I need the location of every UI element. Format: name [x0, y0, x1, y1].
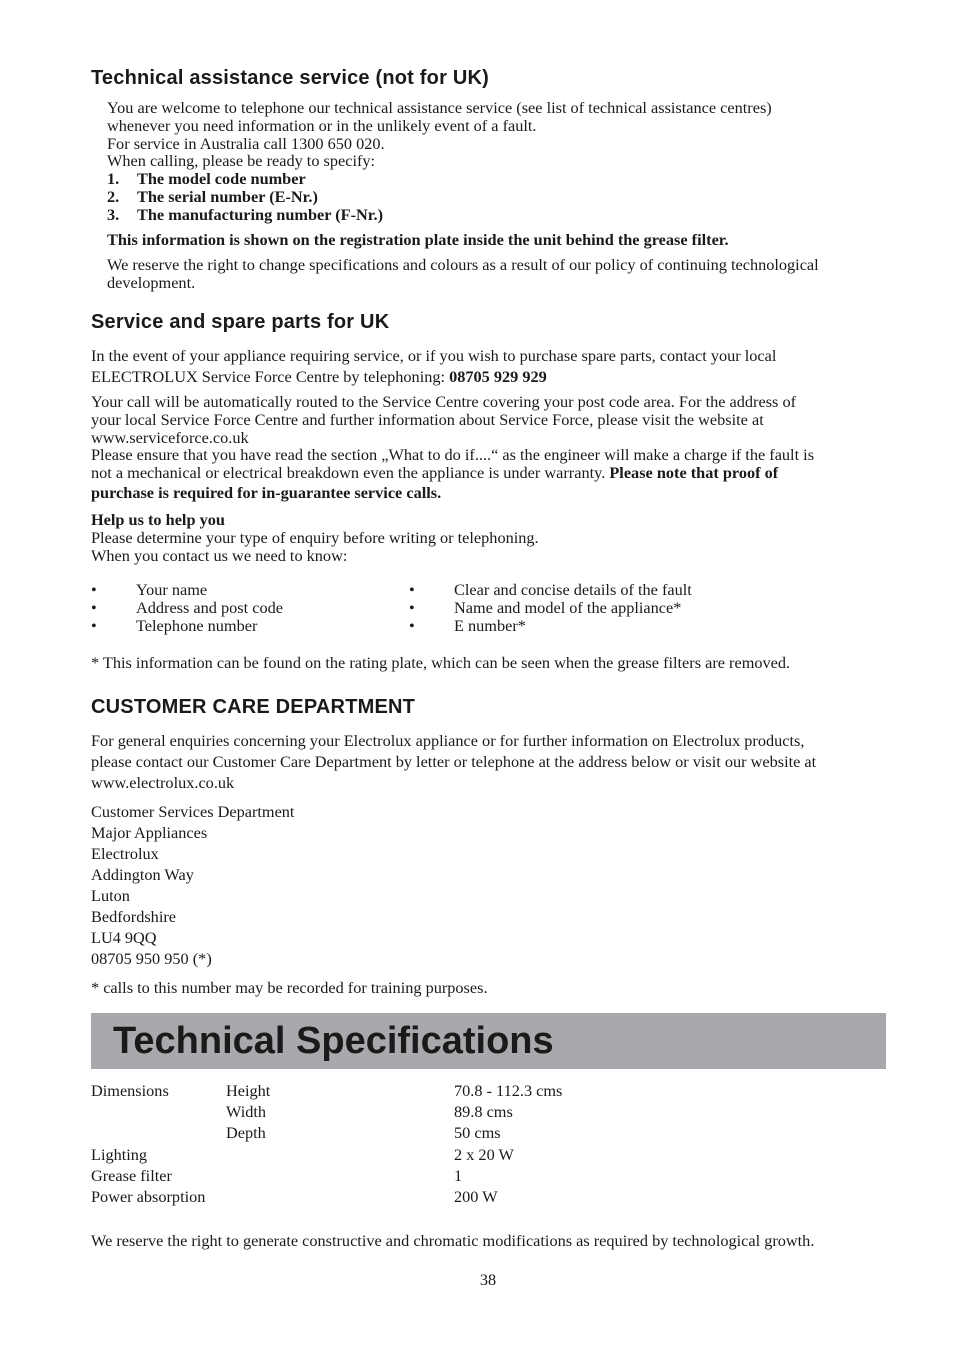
customer-care-heading: CUSTOMER CARE DEPARTMENT — [91, 696, 416, 718]
modifications-note: We reserve the right to generate constructive and chromatic modifications as required by technological growth. — [91, 1231, 815, 1250]
help-section: Help us to help you Please determine your type of enquiry before writing or telephoning. When you contact us we need to know: — [91, 510, 539, 565]
bullet-list-right — [409, 581, 692, 634]
list-item: 3. The manufacturing number (F-Nr.) — [107, 204, 384, 224]
spec-table — [91, 1082, 654, 1209]
specify-list — [107, 170, 897, 223]
list-item: • Telephone number — [91, 615, 258, 635]
address-line: Major Appliances — [91, 823, 208, 842]
electrolux-url: www.electrolux.co.uk — [91, 773, 235, 792]
table-row: Depth 50 cms — [226, 1123, 501, 1143]
rating-plate-footnote: * This information can be found on the rating plate, which can be seen when the grease filters are removed. — [91, 653, 791, 672]
tech-service-line: For service in Australia call 1300 650 020. — [107, 133, 385, 153]
address-line: Luton — [91, 886, 130, 905]
table-row: Power absorption 200 W — [91, 1186, 498, 1206]
tech-specs-title: Technical Specifications — [113, 1020, 554, 1062]
service-phone-number: 08705 929 929 — [449, 367, 547, 386]
list-item: • Name and model of the appliance* — [409, 597, 682, 617]
tech-service-heading: Technical assistance service (not for UK) — [91, 67, 489, 89]
customer-care-address — [91, 801, 294, 969]
tech-service-line: When calling, please be ready to specify: — [107, 151, 376, 171]
customer-care-intro: For general enquiries concerning your Electrolux appliance or for further information on Electrolux products, please contact our Customer Care Department by letter or telephone at the address below or visit our website at www.electrolux.co.uk — [91, 731, 817, 792]
tech-service-body — [107, 99, 897, 224]
table-row: Lighting 2 x 20 W — [91, 1144, 514, 1164]
table-row: Grease filter 1 — [91, 1165, 463, 1185]
address-line: LU4 9QQ — [91, 928, 157, 947]
help-title: Help us to help you — [91, 510, 225, 529]
customer-care-phone: 08705 950 950 (*) — [91, 949, 212, 968]
address-line: Customer Services Department — [91, 802, 295, 821]
list-item: 2. The serial number (E-Nr.) — [107, 186, 318, 206]
list-item: • E number* — [409, 615, 526, 635]
address-line: Addington Way — [91, 865, 194, 884]
list-item: 1. The model code number — [107, 169, 306, 189]
list-item: • Clear and concise details of the fault — [409, 580, 692, 599]
list-item: • Your name — [91, 580, 208, 599]
bullet-list-left — [91, 581, 283, 634]
call-recording-note: * calls to this number may be recorded for training purposes. — [91, 978, 488, 997]
reserve-note: We reserve the right to change specifications and colours as a result of our policy of continuing technological development. — [107, 255, 819, 292]
page-number: 38 — [479, 1270, 497, 1289]
address-line: Bedfordshire — [91, 907, 176, 926]
address-line: Electrolux — [91, 844, 159, 863]
plate-note: This information is shown on the registration plate inside the unit behind the grease filter. — [107, 230, 729, 249]
uk-service-details: Your call will be automatically routed to the Service Centre covering your post code area. For the address of your local Service Force Centre and further information about Service Force, please visit the website at www.serviceforce.co.uk Please ensure that you have read the section „What to do if....“ as the engineer will make a charge if the fault is not a mechanical or electrical breakdown even the appliance is under warranty. Please note that proof of purchase is required for in-guarantee service calls. — [91, 392, 815, 502]
uk-service-heading: Service and spare parts for UK — [91, 311, 390, 333]
table-row: Width 89.8 cms — [226, 1102, 513, 1122]
serviceforce-url: www.serviceforce.co.uk — [91, 427, 249, 447]
tech-service-line: You are welcome to telephone our technical assistance service (see list of technical assistance centres) — [107, 98, 772, 117]
tech-specs-banner — [91, 1013, 886, 1069]
table-row: Dimensions Height 70.8 - 112.3 cms — [91, 1081, 563, 1100]
uk-service-intro: In the event of your appliance requiring service, or if you wish to purchase spare parts, contact your local ELECTROLUX Service Force Centre by telephoning: 08705 929 929 — [91, 346, 777, 386]
list-item: • Address and post code — [91, 597, 283, 617]
tech-service-line: whenever you need information or in the unlikely event of a fault. — [107, 115, 537, 135]
